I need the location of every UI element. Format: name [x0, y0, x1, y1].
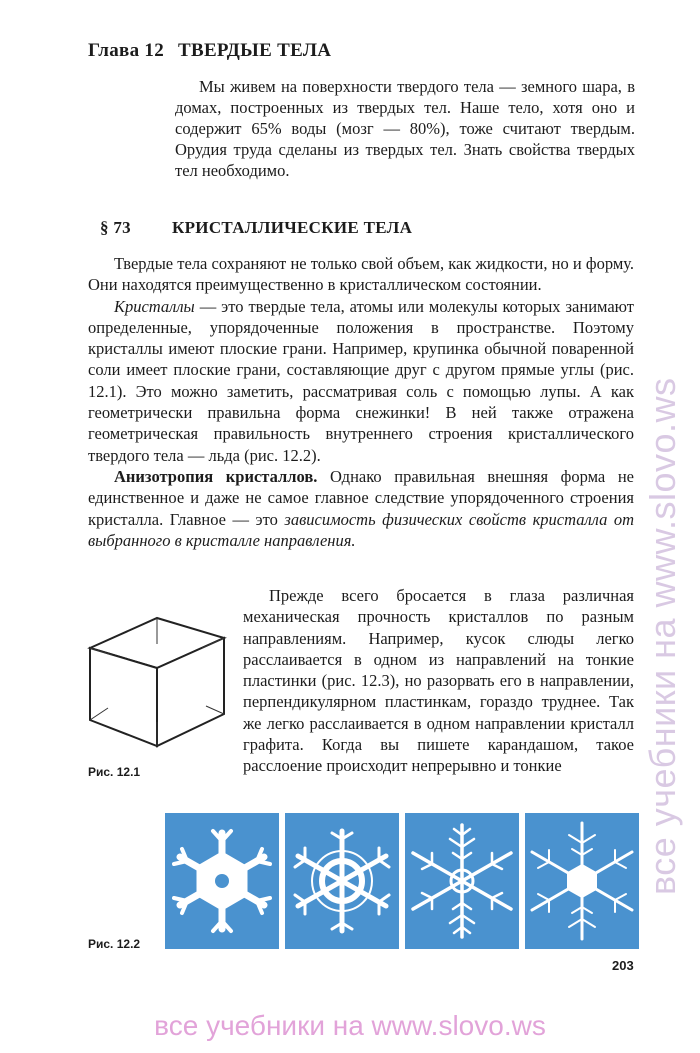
snowflake-4-icon [525, 813, 639, 949]
snowflake-1-icon [165, 813, 279, 949]
snowflake-panel-3 [405, 813, 519, 949]
side-watermark: все учебники на www.slovo.ws [642, 377, 683, 895]
paragraph-1: Твердые тела сохраняют не только свой объем, как жидкости, но и форму. Они находятся преимущественно в кристаллическом состоянии. [88, 254, 634, 295]
chapter-number: Глава 12 [88, 40, 165, 61]
paragraph-4: Прежде всего бросается в глаза различная механическая прочность кристаллов по разным направлениям. Например, кусок слюды легко расслаивается в одном из направлений на тонкие пластинки (рис. 12.3), но разорвать его в направлении, перпендикулярном пластинкам, гораздо труднее. Так же легко расслаивается в одном направлении кристалл графита. Когда вы пишете карандашом, такое расслоение происходит непрерывно и тонкие [243, 586, 634, 776]
paragraph-3 [88, 466, 634, 551]
wrapped-paragraph [243, 585, 634, 777]
chapter-title: ТВЕРДЫЕ ТЕЛА [178, 40, 332, 61]
chapter-intro [175, 76, 635, 181]
figure-12-1-caption: Рис. 12.1 [88, 765, 141, 779]
chapter-heading [88, 40, 331, 62]
section-number: § 73 [100, 218, 131, 237]
section-heading [100, 218, 412, 238]
page-number: 203 [612, 958, 634, 973]
section-body [88, 253, 634, 551]
figure-12-2-caption: Рис. 12.2 [88, 937, 141, 951]
section-title: КРИСТАЛЛИЧЕСКИЕ ТЕЛА [172, 218, 413, 237]
snowflake-3-icon [405, 813, 519, 949]
term-crystals: Кристаллы [114, 296, 195, 316]
snowflake-2-icon [285, 813, 399, 949]
paragraph-3-emphasis: зависимость физических свойств кристалла от выбранного в кристалле направления. [88, 509, 635, 550]
snowflake-panel-1 [165, 813, 279, 949]
snowflakes-figure [165, 813, 640, 949]
bottom-watermark: все учебники на www.slovo.ws [154, 1010, 546, 1041]
paragraph-2 [88, 296, 634, 466]
paragraph-3-text: Однако правильная внешняя форма не единственное и даже не самое главное следствие упорядоченного строения кристалла. Главное — это [88, 466, 634, 529]
salt-crystal-cube-figure [82, 610, 232, 750]
snowflake-panel-4 [525, 813, 639, 949]
snowflake-panel-2 [285, 813, 399, 949]
paragraph-2-text: — это твердые тела, атомы или молекулы которых занимают определенные, упорядоченные положения в пространстве. Поэтому кристаллы имеют плоские грани. Например, крупинка обычной поваренной соли имеет плоские грани, составляющие друг с другом прямые углы (рис. 12.1). Это можно заметить, рассматривая соль с помощью лупы. А как геометрически правильна форма снежинки! В ней также отражена геометрическая правильность внутреннего строения кристаллического твердого тела — льда (рис. 12.2). [88, 296, 634, 465]
subheading-anisotropy: Анизотропия кристаллов. [114, 466, 318, 486]
intro-paragraph: Мы живем на поверхности твердого тела — земного шара, в домах, построенных из твердых тел. Наше тело, хотя оно и содержит 65% воды (мозг — 80%), тоже считают твердым. Орудия труда сделаны из твердых тел. Знать свойства твердых тел необходимо. [175, 77, 635, 180]
